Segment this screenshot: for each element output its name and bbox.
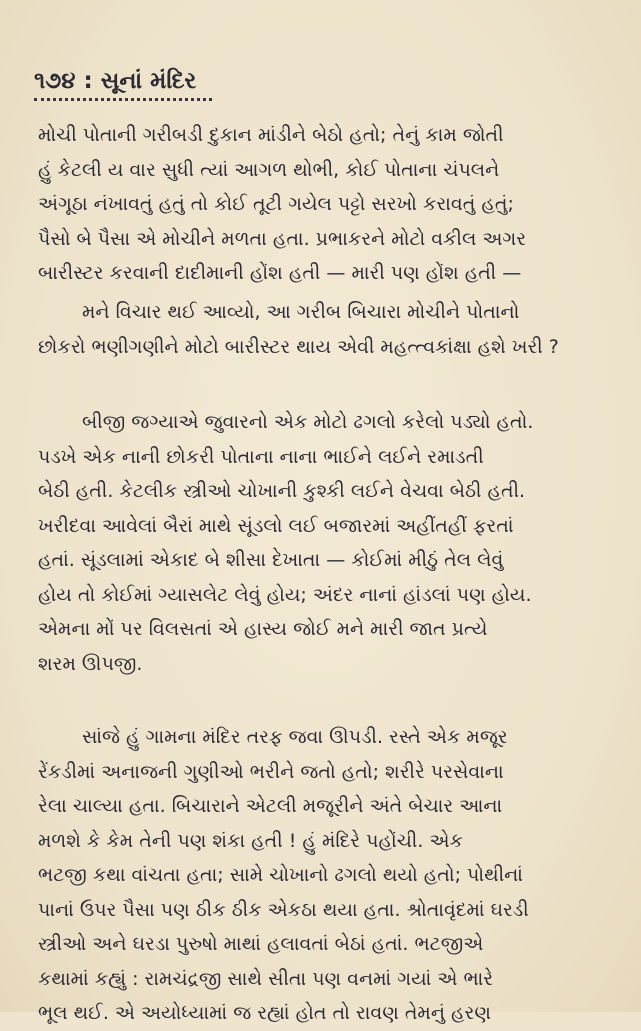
paragraph-2	[38, 295, 604, 364]
text-line: એમના મોં પર વિલસતાં એ હાસ્ય જોઈ મને મારી જાત પ્રત્યે	[38, 618, 488, 640]
text-line: પૈસો બે પૈસા એ મોચીને મળતા હતા. પ્રભાકરને મોટો વકીલ અગર	[38, 227, 527, 250]
text-line: હોય તો કોઈમાં ગ્યાસલેટ લેવું હોય; અંદર નાનાં હાંડલાં પણ હોય.	[38, 583, 532, 606]
text-line: સાંજે હું ગામના મંદિર તરફ જવા ઊપડી. રસ્તે એક મજૂર	[82, 726, 508, 748]
page-number-and-chapter-title: ૧૭૪ : સૂનાં મંદિર	[34, 68, 197, 94]
text-line: ખરીદવા આવેલાં બૈરાં માથે સૂંડલો લઈ બજારમાં અહીંતહીં ફરતાં	[38, 514, 514, 537]
text-line: અંગૂઠા નંખાવતું હતું તો કોઈ તૂટી ગયેલ પટ્ટો સરખો કરાવતું હતું;	[38, 193, 514, 215]
text-line: રેલા ચાલ્યા હતા. બિચારાને એટલી મજૂરીને અંતે બેચાર આના	[38, 795, 503, 817]
text-line: હું કેટલી ય વાર સુધી ત્યાં આગળ થોભી, કોઈ પોતાના ચંપલને	[38, 158, 500, 181]
text-line: રેંકડીમાં અનાજની ગુણીઓ ભરીને જતો હતો; શરીરે પરસેવાના	[38, 760, 504, 783]
text-line: હતાં. સૂંડલામાં એકાદ બે શીસા દેખાતા — કોઈમાં મીઠું તેલ લેવું	[38, 549, 504, 571]
paragraph-4	[38, 720, 604, 1031]
text-line: મોચી પોતાની ગરીબડી દુકાન માંડીને બેઠો હતો; તેનું કામ જોતી	[38, 124, 504, 146]
paragraph-1	[38, 118, 604, 291]
dotted-divider	[34, 98, 212, 101]
text-line: મને વિચાર થઈ આવ્યો, આ ગરીબ બિચારા મોચીને પોતાનો	[82, 301, 520, 323]
text-line: પડખે એક નાની છોકરી પોતાના નાના ભાઈને લઈને રમાડતી	[38, 445, 484, 468]
paragraph-3	[38, 405, 604, 681]
page-header	[34, 68, 334, 101]
text-line: મળશે કે કેમ તેની પણ શંકા હતી ! હું મંદિરે પહોંચી. એક	[38, 829, 463, 852]
text-line: છોકરો ભણીગણીને મોટો બારીસ્ટર થાય એવી મહત્ત્વકાંક્ષા હશે ખરી ?	[38, 335, 559, 358]
text-line: ભટજી કથા વાંચતા હતા; સામે ચોખાનો ઢગલો થયો હતો; પોથીનાં	[38, 864, 523, 886]
text-line: શરમ ઊપજી.	[38, 652, 143, 675]
text-line: ભૂલ થઈ. એ અયોધ્યામાં જ રહ્યાં હોત તો રાવણ તેમનું હરણ	[38, 1002, 491, 1024]
text-line: કથામાં કહ્યું : રામચંદ્રજી સાથે સીતા પણ વનમાં ગયાં એ ભારે	[38, 967, 494, 990]
text-line: બીજી જગ્યાએ જુવારનો એક મોટો ઢગલો કરેલો પડ્યો હતો.	[82, 411, 534, 433]
text-line: બારીસ્ટર કરવાની દાદીમાની હોંશ હતી — મારી પણ હોંશ હતી —	[38, 262, 522, 284]
text-line: પાનાં ઉપર પૈસા પણ ઠીક ઠીક એકઠા થયા હતા. શ્રોતાવૃંદમાં ઘરડી	[38, 898, 529, 921]
text-line: બેઠી હતી. કેટલીક સ્ત્રીઓ ચોખાની કુશ્કી લઈને વેચવા બેઠી હતી.	[38, 480, 526, 502]
text-line: સ્ત્રીઓ અને ઘરડા પુરુષો માથાં હલાવતાં બેઠાં હતાં. ભટજીએ	[38, 933, 484, 955]
